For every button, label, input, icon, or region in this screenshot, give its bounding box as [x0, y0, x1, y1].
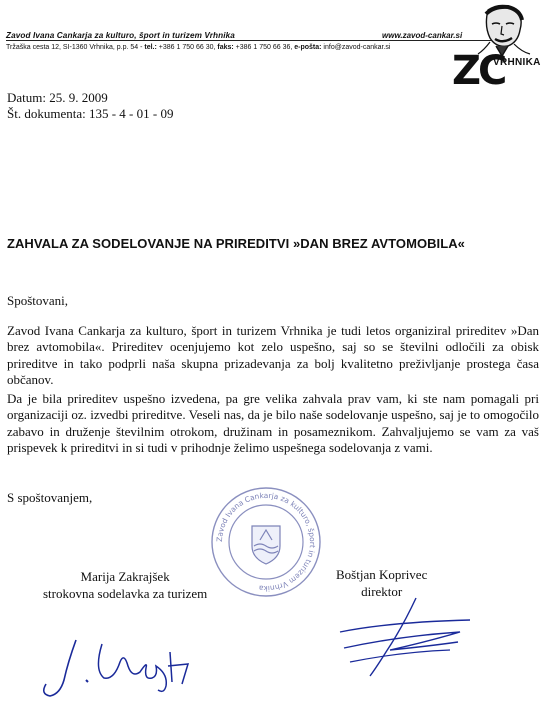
tel-label: tel.: — [144, 44, 157, 51]
closing: S spoštovanjem, — [7, 490, 93, 505]
document-meta — [7, 90, 173, 122]
document-date: Datum: 25. 9. 2009 — [7, 90, 108, 105]
logo-letters: ZC — [452, 48, 505, 92]
signatory-right-name: Boštjan Koprivec — [336, 567, 428, 582]
document-number: Št. dokumenta: 135 - 4 - 01 - 09 — [7, 106, 174, 121]
contact-line — [6, 44, 390, 51]
fax-number: +386 1 750 66 36, — [233, 44, 295, 51]
official-stamp — [208, 484, 324, 600]
stamp-ring-text: Zavod Ivana Cankarja za kulturo, šport in turizem Vrhnika — [214, 490, 318, 594]
tel-number: +386 1 750 66 30, — [156, 44, 218, 51]
email-label: e-pošta: — [294, 44, 322, 51]
signatory-left-name: Marija Zakrajšek — [80, 569, 170, 584]
header-divider — [6, 40, 492, 41]
address-text: Tržaška cesta 12, SI-1360 Vrhnika, p.p. 54 - — [6, 44, 145, 51]
greeting: Spoštovani, — [7, 293, 69, 308]
coat-of-arms-icon — [252, 526, 280, 564]
paragraph-2: Da je bila prireditev uspešno izvedena, pa gre velika zahvala prav vam, ki ste nam pomagali pri organizaciji oz. izvedbi prireditve. Veseli nas, da je bilo naše sodelovanje uspešno, saj je to omogočilo zabavo in druženje številnim otrokom, družinam in posameznikom. Zahvaljujemo se vam za vaš prispevek k prireditvi in si tudi v prihodnje želimo uspešnega sodelovanja z vami. — [7, 391, 539, 456]
signatory-right-role: direktor — [361, 584, 403, 599]
signatory-left-role: strokovna sodelavka za turizem — [43, 586, 208, 601]
handwritten-signature-right — [330, 592, 480, 682]
zc-vrhnika-logo — [448, 2, 556, 92]
paragraph-1: Zavod Ivana Cankarja za kulturo, šport in turizem Vrhnika je tudi letos organiziral prireditev »Dan brez avtomobila«. Prireditev ocenjujemo kot zelo uspešno, saj so se številni odločili za obisk prireditve in tako podprli naša skupna prizadevanja za bolj kvalitetno preživljanje prostega časa občanov. — [7, 323, 539, 388]
fax-label: faks: — [217, 44, 234, 51]
letter-title: ZAHVALA ZA SODELOVANJE NA PRIREDITVI »DAN BREZ AVTOMOBILA« — [7, 236, 465, 251]
website-link[interactable]: www.zavod-cankar.si — [382, 31, 463, 40]
email-address[interactable]: info@zavod-cankar.si — [321, 44, 391, 51]
handwritten-signature-left — [28, 622, 208, 702]
organization-name: Zavod Ivana Cankarja za kulturo, šport in turizem Vrhnika — [6, 31, 235, 40]
logo-vrhnika-text: VRHNIKA — [493, 57, 541, 68]
signature-block-left — [43, 568, 207, 602]
